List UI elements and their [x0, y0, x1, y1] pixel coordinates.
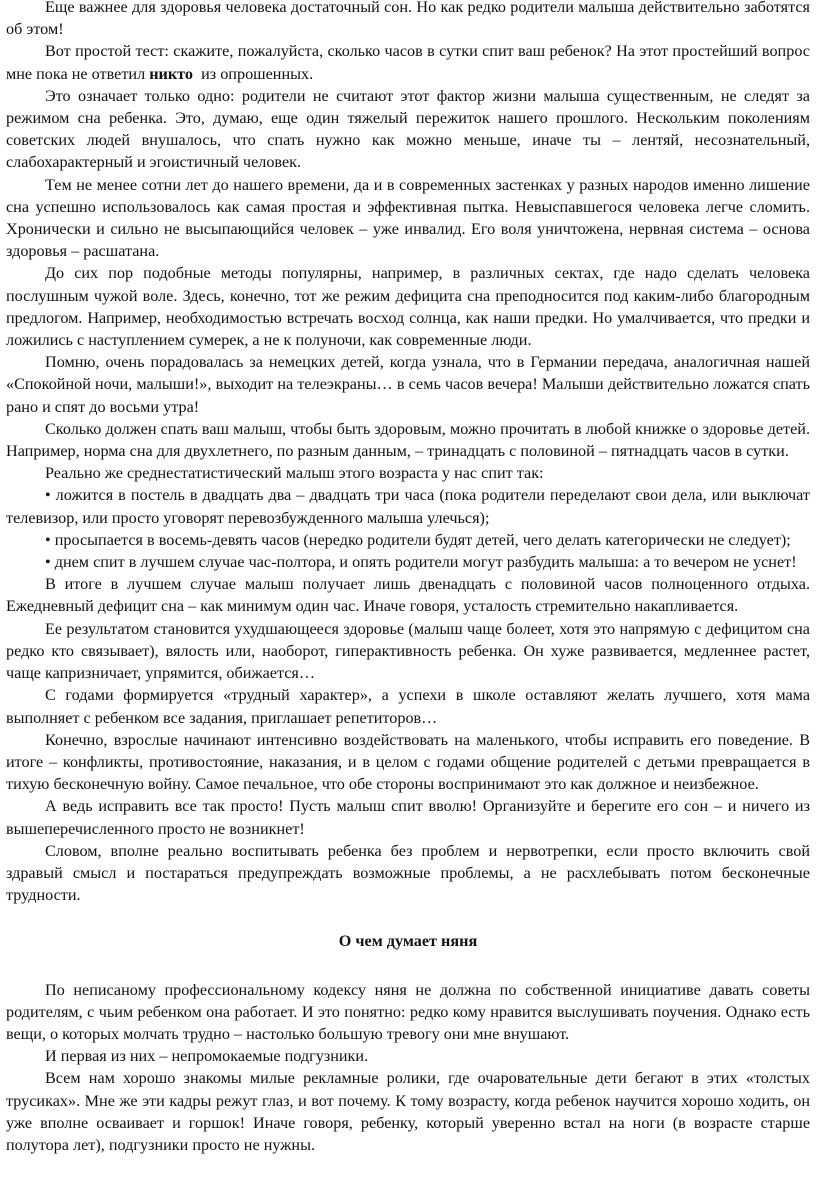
bullet-item: • днем спит в лучшем случае час-полтора, и опять родители могут разбудить малыша: а то вечером не уснет!	[45, 553, 797, 572]
emphasis-text: никто	[149, 64, 194, 83]
paragraph: Всем нам хорошо знакомы милые рекламные ролики, где очаровательные дети бегают в этих «толстых трусиках». Мне же эти кадры режут глаз, и вот почему. К тому возрасту, когда ребенок научится хорошо ходить, он уже вполне осваивает и горшок! Иначе говоря, ребенку, который уверенно встал на ноги (в возрасте старше полутора лет), подгузники просто не нужны.	[6, 1069, 810, 1154]
paragraph: Конечно, взрослые начинают интенсивно воздействовать на маленького, чтобы исправить его поведение. В итоге – конфликты, противостояние, наказания, и в целом с годами общение родителей с детьми превращается в тихую бесконечную войну. Самое печальное, что обе стороны воспринимают это как должное и неизбежное.	[6, 730, 810, 794]
paragraph	[6, 40, 810, 84]
paragraph: А ведь исправить все так просто! Пусть малыш спит вволю! Организуйте и берегите его сон – и ничего из вышеперечисленного просто не возникнет!	[6, 797, 810, 838]
paragraph: С годами формируется «трудный характер», а успехи в школе оставляют желать лучшего, хотя мама выполняет с ребенком все задания, приглашает репетиторов…	[6, 686, 810, 727]
paragraph: Словом, вполне реально воспитывать ребенка без проблем и нервотрепки, если просто включить свой здравый смысл и постараться предупреждать возможные проблемы, а не расхлебывать потом бесконечные трудности.	[6, 841, 810, 905]
paragraph: Еще важнее для здоровья человека достаточный сон. Но как редко родители малыша действительно заботятся об этом!	[6, 0, 810, 39]
paragraph: По неписаному профессиональному кодексу няня не должна по собственной инициативе давать советы родителям, с чьим ребенком она работает. И это понятно: редко кому нравится выслушивать поучения. Однако есть вещи, о которых молчать трудно – настолько большую тревогу они мне внушают.	[6, 980, 810, 1043]
section-heading: О чем думает няня	[338, 932, 478, 951]
paragraph-text: Вот простой тест: скажите, пожалуйста, сколько часов в сутки спит ваш ребенок? На этот простейший вопрос мне пока не ответил	[6, 42, 810, 83]
bullet-item: • просыпается в восемь-девять часов (нередко родители будят детей, чего делать категорически не следует);	[45, 530, 791, 549]
paragraph: Ее результатом становится ухудшающееся здоровье (малыш чаще болеет, хотя это напрямую с дефицитом сна редко кто связывает), вялость или, наоборот, гиперактивность ребенка. Он хуже развивается, медленнее растет, чаще капризничает, упрямится, обижается…	[6, 619, 810, 683]
paragraph: Реально же среднестатистический малыш этого возраста у нас спит так:	[45, 464, 544, 483]
paragraph: И первая из них – непромокаемые подгузники.	[45, 1047, 369, 1066]
paragraph: Помню, очень порадовалась за немецких детей, когда узнала, что в Германии передача, аналогичная нашей «Спокойной ночи, малыши!», выходит на телеэкраны… в семь часов вечера! Малыши действительно ложатся спать рано и спят до восьми утра!	[6, 353, 810, 416]
paragraph: Это означает только одно: родители не считают этот фактор жизни малыша существенным, не следят за режимом сна ребенка. Это, думаю, еще один тяжелый пережиток нашего прошлого. Нескольким поколениям советских людей внушалось, что спать нужно как можно меньше, иначе ты – лентяй, несознательный, слабохарактерный и эгоистичный человек.	[6, 86, 810, 172]
paragraph: Тем не менее сотни лет до нашего времени, да и в современных застенках у разных народов именно лишение сна успешно использовалось как самая простая и эффективная пытка. Невыспавшегося человека легче сломить. Хронически и сильно не высыпающийся человек – уже инвалид. Его воля уничтожена, нервная система – основа здоровья – расшатана.	[6, 175, 810, 261]
paragraph: До сих пор подобные методы популярны, например, в различных сектах, где надо сделать человека послушным чужой воле. Здесь, конечно, тот же режим дефицита сна преподносится под каким-либо благородным предлогом. Например, необходимостью встречать восход солнца, как наши предки. Но умалчивается, что предки и ложились с наступлением сумерек, а не к полуночи, как современные люди.	[6, 264, 810, 350]
paragraph: В итоге в лучшем случае малыш получает лишь двенадцать с половиной часов полноценного отдыха. Ежедневный дефицит сна – как минимум один час. Иначе говоря, усталость стремительно накапливается.	[6, 575, 810, 616]
paragraph: Сколько должен спать ваш малыш, чтобы быть здоровым, можно прочитать в любой книжке о здоровье детей. Например, норма сна для двухлетнего, по разным данным, – тринадцать с половиной – пятнадцать часов в сутки.	[6, 419, 810, 461]
bullet-item: • ложится в постель в двадцать два – двадцать три часа (пока родители переделают свои дела, или выключат телевизор, или просто уговорят перевозбужденного малыша улечься);	[6, 486, 810, 527]
paragraph-text: из опрошенных.	[193, 64, 314, 83]
